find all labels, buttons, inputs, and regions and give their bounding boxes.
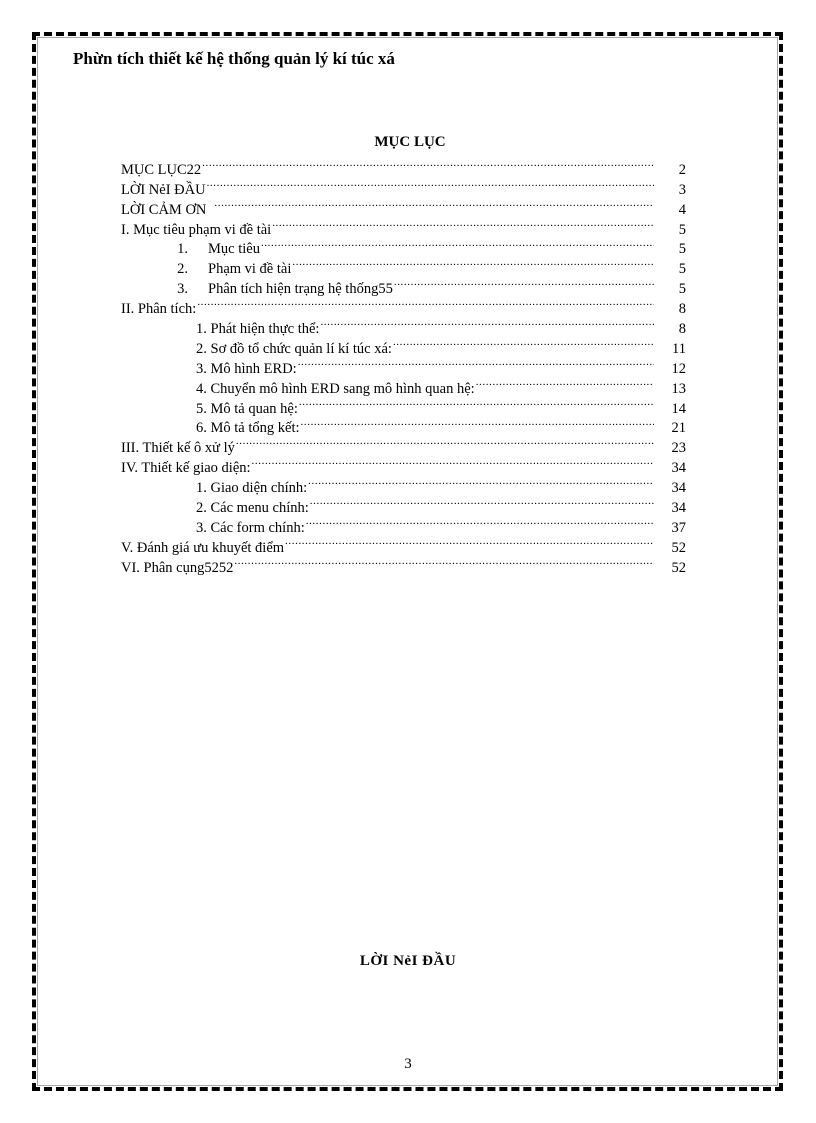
toc-dot-leader	[261, 234, 654, 254]
toc-dot-leader	[476, 373, 654, 393]
toc-entry-label: 6. Mô tả tổng kết:	[196, 420, 300, 437]
toc-entry-page: 5	[678, 261, 686, 278]
toc-entry-page: 4	[678, 201, 686, 218]
page-number: 3	[404, 1056, 412, 1072]
toc-dot-leader	[234, 552, 654, 572]
toc-entry-label: MỤC LỤC22	[121, 161, 202, 178]
toc-entry-label: I. Mục tiêu phạm vi đề tài	[121, 221, 272, 238]
toc-entry-label: III. Thiết kế ô xử lý	[121, 440, 235, 457]
toc-entry-label: 4. Chuyển mô hình ERD sang mô hình quan hệ:	[196, 380, 475, 397]
toc-entry-page: 52	[671, 559, 686, 576]
toc-entry-page: 14	[671, 400, 686, 417]
toc-dot-leader	[214, 194, 654, 214]
toc-entry[interactable]	[121, 174, 686, 198]
toc-entry-page: 11	[672, 340, 686, 357]
toc-entry-page: 13	[671, 380, 686, 397]
toc-entry-label: IV. Thiết kế giao diện:	[121, 460, 251, 477]
toc-entry-label: 5. Mô tả quan hệ:	[196, 400, 298, 417]
toc-dot-leader	[308, 472, 654, 492]
toc-entry-page: 2	[678, 161, 686, 178]
toc-entry-page: 37	[671, 519, 686, 536]
toc-entry[interactable]	[121, 313, 686, 338]
toc-entry[interactable]	[121, 154, 686, 178]
toc-entry-page: 3	[678, 181, 686, 198]
toc-entry-label: Phạm vi đề tài	[208, 261, 292, 278]
toc-entry-page: 23	[671, 440, 686, 457]
toc-dot-leader	[301, 413, 654, 433]
toc-dot-leader	[202, 154, 654, 174]
toc-entry-page: 8	[678, 301, 686, 318]
toc-dot-leader	[298, 353, 654, 373]
toc-entry-label: II. Phân tích:	[121, 301, 197, 318]
toc-heading: MỤC LỤC	[374, 134, 446, 150]
table-of-contents	[121, 154, 686, 576]
toc-dot-leader	[272, 214, 654, 234]
toc-entry-label: Phân tích hiện trạng hệ thống55	[208, 281, 393, 298]
toc-dot-leader	[306, 512, 654, 532]
toc-entry-number: 3.	[177, 281, 188, 298]
toc-entry-page: 34	[671, 500, 686, 517]
toc-dot-leader	[299, 393, 654, 413]
toc-entry-label: VI. Phân cụng5252	[121, 559, 234, 576]
toc-dot-leader	[197, 293, 654, 313]
toc-entry-page: 34	[671, 480, 686, 497]
toc-dot-leader	[394, 273, 654, 293]
toc-entry-page: 5	[678, 241, 686, 258]
toc-entry-page: 5	[678, 281, 686, 298]
toc-dot-leader	[252, 452, 654, 472]
toc-entry-page: 12	[671, 360, 686, 377]
toc-entry-label: 3. Các form chính:	[196, 519, 305, 536]
toc-dot-leader	[320, 313, 654, 333]
toc-entry-page: 21	[671, 420, 686, 437]
toc-dot-leader	[292, 253, 654, 273]
toc-dot-leader	[285, 532, 654, 552]
toc-dot-leader	[236, 432, 654, 452]
toc-dot-leader	[310, 492, 654, 512]
toc-entry[interactable]	[121, 293, 686, 318]
toc-entry-label: 2. Các menu chính:	[196, 500, 309, 517]
toc-entry-label: Mục tiêu	[208, 241, 260, 258]
toc-dot-leader	[207, 174, 654, 194]
toc-entry-page: 8	[678, 321, 686, 338]
toc-entry-label: V. Đánh giá ưu khuyết điểm	[121, 539, 285, 556]
section-heading: LỜI NẻI ĐẦU	[359, 953, 457, 969]
toc-entry-page: 5	[678, 221, 686, 238]
toc-entry-number: 1.	[177, 241, 188, 258]
document-header-title: Phừn tích thiết kế hệ thống quản lý kí túc xá	[73, 49, 395, 68]
toc-entry-label: LỜI NẻI ĐẦU	[121, 181, 206, 198]
toc-entry-label: 2. Sơ đồ tổ chức quản lí kí túc xá:	[196, 340, 392, 357]
toc-dot-leader	[393, 333, 654, 353]
toc-entry-number: 2.	[177, 261, 188, 278]
toc-entry-page: 52	[671, 539, 686, 556]
toc-entry-page: 34	[671, 460, 686, 477]
toc-entry-label: LỜI CẢM ƠN	[121, 201, 207, 218]
toc-entry-label: 3. Mô hình ERD:	[196, 360, 297, 377]
toc-entry-label: 1. Phát hiện thực thể:	[196, 321, 320, 338]
toc-entry-label: 1. Giao diện chính:	[196, 480, 308, 497]
